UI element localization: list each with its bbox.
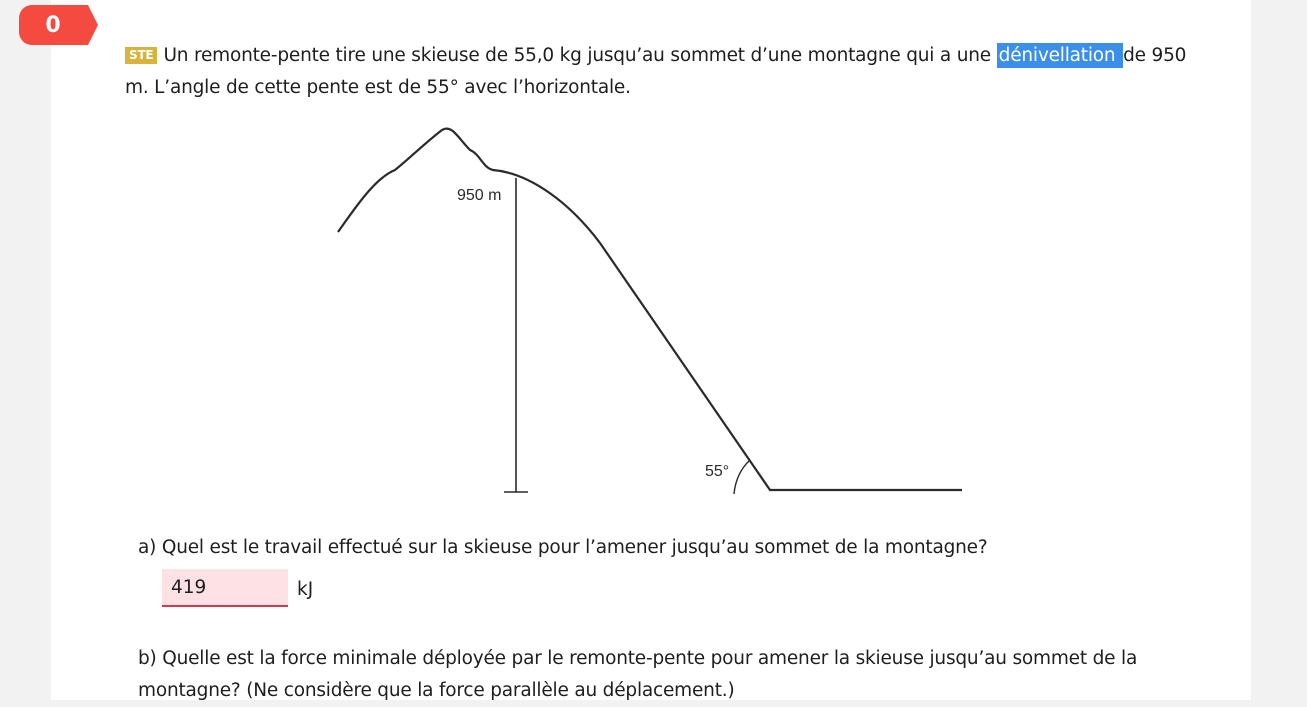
question-text-before: Un remonte-pente tire une skieuse de 55,0 kg jusqu’au sommet d’une montagne qui a une xyxy=(163,45,997,66)
question-text-after: de 950 m. L’angle de cette pente est de 55° avec l’horizontale. xyxy=(125,45,1187,98)
question-number-badge xyxy=(18,3,98,47)
angle-label: 55° xyxy=(705,463,730,480)
mountain-diagram xyxy=(330,118,970,498)
angle-arc xyxy=(734,460,750,494)
height-label: 950 m xyxy=(457,187,502,204)
answer-a-input[interactable]: 419 xyxy=(162,569,288,607)
highlighted-word[interactable]: dénivellation xyxy=(998,45,1122,66)
ste-tag: STE xyxy=(125,47,157,64)
part-b-question-line2: montagne? (Ne considère que la force parallèle au déplacement.) xyxy=(138,680,735,701)
question-statement xyxy=(125,40,1205,104)
badge-number: 0 xyxy=(45,12,61,38)
answer-a-unit: kJ xyxy=(297,579,314,600)
mountain-profile xyxy=(338,129,962,490)
part-b-question-line1: b) Quelle est la force minimale déployée par le remonte-pente pour amener la skieuse jusqu’au sommet de la xyxy=(138,648,1138,669)
part-a-question: a) Quel est le travail effectué sur la skieuse pour l’amener jusqu’au sommet de la montagne? xyxy=(138,537,988,558)
